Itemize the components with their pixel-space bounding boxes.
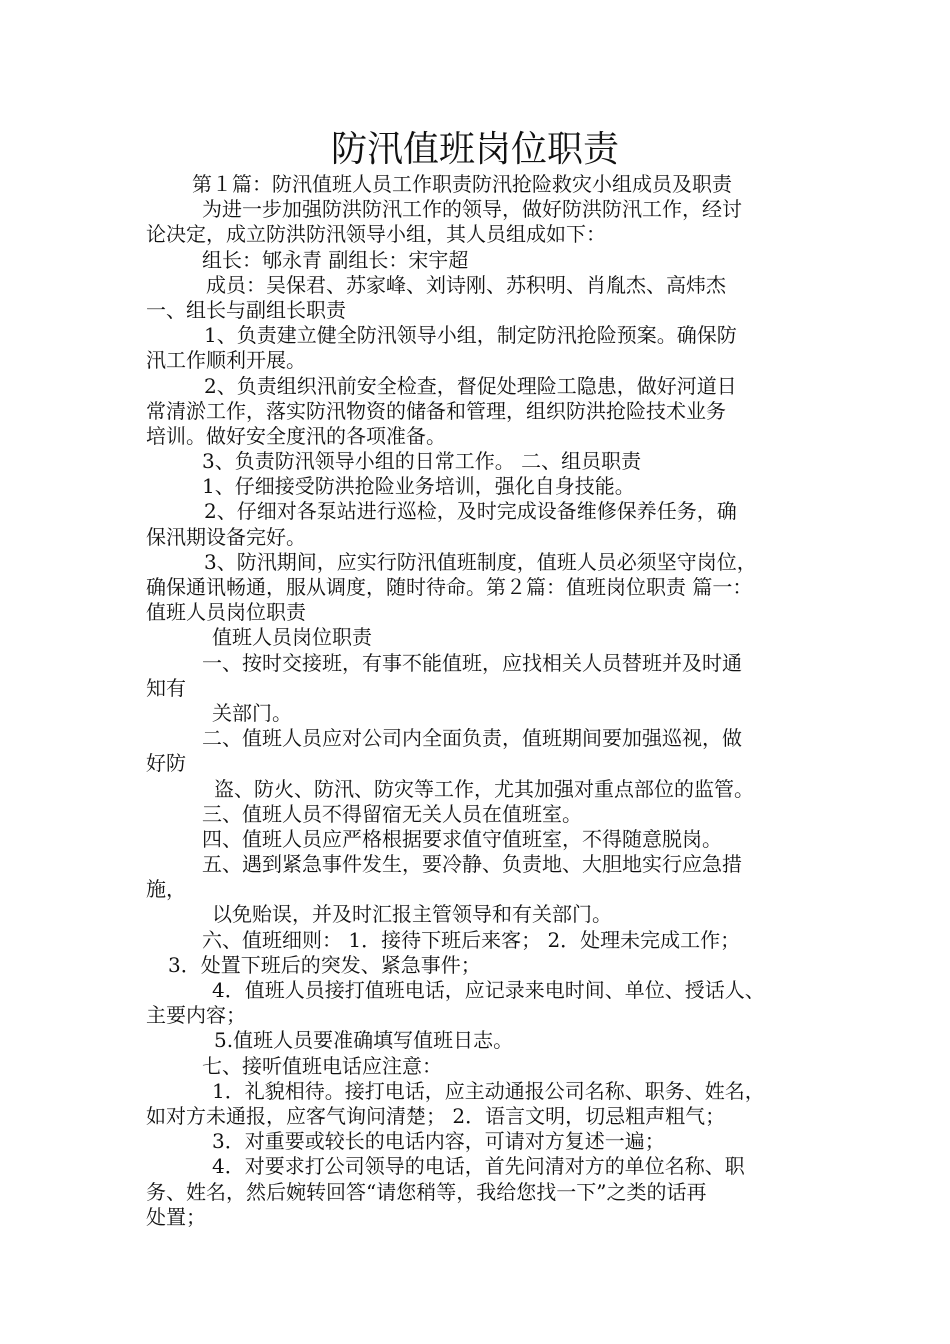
- text-line: 3．对重要或较长的电话内容，可请对方复述一遍；: [212, 1129, 665, 1154]
- text-line: 4．对要求打公司领导的电话，首先问清对方的单位名称、职: [212, 1154, 745, 1179]
- text-line: 五、遇到紧急事件发生，要冷静、负责地、大胆地实行应急措: [202, 852, 742, 877]
- text-line: 施，: [146, 877, 186, 902]
- text-line: 论决定，成立防洪防汛领导小组，其人员组成如下：: [146, 222, 606, 247]
- text-line: 汛工作顺利开展。: [146, 348, 306, 373]
- text-line: 好防: [146, 751, 186, 776]
- text-line: 成员：吴保君、苏家峰、刘诗刚、苏积明、肖胤杰、高炜杰: [206, 272, 726, 297]
- text-line: 一、组长与副组长职责: [146, 297, 346, 322]
- text-line: 处置；: [146, 1204, 206, 1229]
- document-title: 防汛值班岗位职责: [330, 129, 619, 170]
- text-line: 1、仔细接受防洪抢险业务培训，强化自身技能。: [202, 474, 635, 499]
- text-line: 为进一步加强防洪防汛工作的领导，做好防洪防汛工作，经讨: [202, 197, 742, 222]
- text-line: 七、接听值班电话应注意：: [202, 1053, 442, 1078]
- text-line: 关部门。: [212, 700, 292, 725]
- text-line: 保汛期设备完好。: [146, 524, 306, 549]
- text-line: 六、值班细则： 1．接待下班后来客； 2．处理未完成工作；: [202, 927, 741, 952]
- text-line: 2、负责组织汛前安全检查，督促处理险工隐患，做好河道日: [204, 373, 737, 398]
- text-line: 如对方未通报，应客气询问清楚； 2．语言文明，切忌粗声粗气；: [146, 1103, 726, 1128]
- text-line: 第１篇：防汛值班人员工作职责防汛抢险救灾小组成员及职责: [192, 172, 732, 196]
- text-line: 3．处置下班后的突发、紧急事件；: [168, 952, 481, 977]
- text-line: 1．礼貌相待。接打电话，应主动通报公司名称、职务、姓名，: [212, 1078, 765, 1103]
- text-line: 一、按时交接班，有事不能值班，应找相关人员替班并及时通: [202, 650, 742, 675]
- text-line: 值班人员岗位职责: [146, 600, 306, 625]
- text-line: 培训。做好安全度汛的各项准备。: [146, 423, 446, 448]
- text-line: 务、姓名，然后婉转回答“请您稍等，我给您找一下”之类的话再: [146, 1179, 707, 1204]
- text-line: 知有: [146, 675, 186, 700]
- text-line: 值班人员岗位职责: [212, 625, 372, 650]
- text-line: 3、负责防汛领导小组的日常工作。 二、组员职责: [202, 449, 642, 474]
- text-line: 常清淤工作，落实防汛物资的储备和管理，组织防洪抢险技术业务: [146, 398, 726, 423]
- text-line: 三、值班人员不得留宿无关人员在值班室。: [202, 801, 582, 826]
- text-line: 组长：郇永青 副组长：宋宇超: [202, 247, 469, 272]
- text-line: 2、仔细对各泵站进行巡检，及时完成设备维修保养任务，确: [204, 499, 737, 524]
- text-line: 确保通讯畅通，服从调度，随时待命。第２篇：值班岗位职责 篇一：: [146, 575, 753, 599]
- text-line: 4．值班人员接打值班电话，应记录来电时间、单位、授话人、: [212, 978, 765, 1002]
- document-body: [146, 172, 822, 1230]
- text-line: 盗、防火、防汛、防灾等工作，尤其加强对重点部位的监管。: [214, 776, 754, 801]
- text-line: 3、防汛期间，应实行防汛值班制度，值班人员必须坚守岗位，: [204, 549, 757, 574]
- text-line: 主要内容；: [146, 1003, 246, 1028]
- text-line: 以免贻误，并及时汇报主管领导和有关部门。: [212, 902, 612, 927]
- text-line: 二、值班人员应对公司内全面负责，值班期间要加强巡视，做: [202, 726, 742, 751]
- text-line: 5.值班人员要准确填写值班日志。: [214, 1028, 514, 1053]
- text-line: 四、值班人员应严格根据要求值守值班室，不得随意脱岗。: [202, 826, 722, 851]
- text-line: 1、负责建立健全防汛领导小组，制定防汛抢险预案。确保防: [204, 323, 737, 348]
